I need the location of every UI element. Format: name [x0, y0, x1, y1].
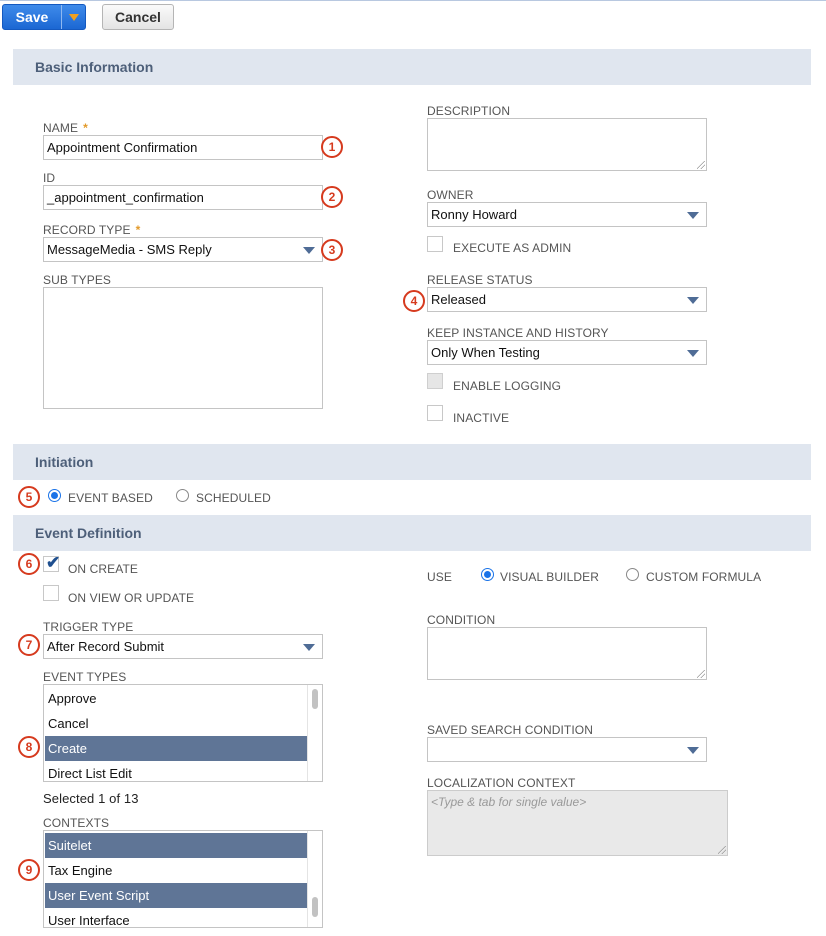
localization-input[interactable]: [427, 790, 728, 856]
event-type-cancel[interactable]: Cancel: [48, 716, 89, 731]
saved-search-dropdown-icon[interactable]: [687, 747, 699, 754]
section-title-basic: Basic Information: [35, 59, 154, 75]
inactive-checkbox[interactable]: [427, 405, 443, 421]
visual-builder-radio[interactable]: [481, 568, 494, 581]
on-create-checkbox[interactable]: [43, 553, 61, 572]
cancel-button[interactable]: Cancel: [102, 4, 174, 30]
localization-label: LOCALIZATION CONTEXT: [427, 776, 576, 790]
trigger-type-label: TRIGGER TYPE: [43, 620, 134, 634]
description-label: DESCRIPTION: [427, 104, 511, 118]
name-input[interactable]: Appointment Confirmation: [43, 135, 323, 160]
badge-2: 2: [321, 186, 343, 208]
event-based-label: EVENT BASED: [68, 491, 153, 505]
sub-types-label: SUB TYPES: [43, 273, 112, 287]
resize-grip-icon[interactable]: [718, 846, 726, 854]
resize-grip-icon[interactable]: [697, 670, 705, 678]
owner-value: Ronny Howard: [431, 207, 517, 222]
saved-search-select[interactable]: [427, 737, 707, 762]
on-view-update-checkbox[interactable]: [43, 585, 59, 601]
visual-builder-label: VISUAL BUILDER: [500, 570, 599, 584]
keep-instance-dropdown-icon[interactable]: [687, 350, 699, 357]
badge-8: 8: [18, 736, 40, 758]
trigger-type-select[interactable]: [43, 634, 323, 659]
enable-logging-label: ENABLE LOGGING: [453, 379, 562, 393]
checkmark-icon: ✔: [46, 553, 61, 572]
badge-1: 1: [321, 136, 343, 158]
badge-4: 4: [403, 290, 425, 312]
save-button[interactable]: [2, 4, 86, 30]
event-type-approve[interactable]: Approve: [48, 691, 97, 706]
owner-dropdown-icon[interactable]: [687, 212, 699, 219]
name-label: NAME *: [43, 121, 88, 135]
event-based-radio[interactable]: [48, 489, 61, 502]
context-user-event-script[interactable]: User Event Script: [45, 883, 308, 908]
event-types-selected-count: Selected 1 of 13: [43, 791, 139, 806]
save-button-label[interactable]: Save: [15, 9, 49, 25]
sub-types-listbox[interactable]: [43, 287, 323, 409]
inactive-label: INACTIVE: [453, 411, 510, 425]
execute-as-admin-label: EXECUTE AS ADMIN: [453, 241, 572, 255]
event-types-scrollbar[interactable]: [307, 685, 322, 781]
event-types-listbox[interactable]: [43, 684, 323, 782]
badge-9: 9: [18, 859, 40, 881]
release-status-label: RELEASE STATUS: [427, 273, 533, 287]
top-divider: [0, 0, 826, 1]
custom-formula-label: CUSTOM FORMULA: [646, 570, 762, 584]
record-type-select[interactable]: [43, 237, 323, 262]
name-required-mark: *: [83, 121, 88, 135]
section-basic-information[interactable]: [13, 49, 811, 85]
record-type-value: MessageMedia - SMS Reply: [47, 242, 212, 257]
condition-label: CONDITION: [427, 613, 496, 627]
section-title-initiation: Initiation: [35, 454, 94, 470]
record-type-required-mark: *: [135, 223, 141, 237]
keep-instance-select[interactable]: [427, 340, 707, 365]
scheduled-label: SCHEDULED: [196, 491, 271, 505]
release-status-select[interactable]: [427, 287, 707, 312]
keep-instance-value: Only When Testing: [431, 345, 540, 360]
event-type-direct-list-edit[interactable]: Direct List Edit: [48, 766, 132, 781]
on-create-label: ON CREATE: [68, 562, 139, 576]
custom-formula-radio[interactable]: [626, 568, 639, 581]
context-suitelet[interactable]: Suitelet: [45, 833, 308, 858]
badge-3: 3: [321, 239, 343, 261]
context-user-interface[interactable]: User Interface: [48, 913, 130, 928]
release-status-value: Released: [431, 292, 486, 307]
id-input[interactable]: _appointment_confirmation: [43, 185, 323, 210]
save-menu-caret-icon[interactable]: [69, 14, 79, 21]
section-initiation[interactable]: [13, 444, 811, 480]
trigger-type-dropdown-icon[interactable]: [303, 644, 315, 651]
use-label: USE: [427, 570, 452, 584]
owner-label: OWNER: [427, 188, 474, 202]
id-label: ID: [43, 171, 56, 185]
release-status-dropdown-icon[interactable]: [687, 297, 699, 304]
contexts-scrollbar[interactable]: [307, 831, 322, 927]
save-split-divider: [61, 5, 62, 29]
context-tax-engine[interactable]: Tax Engine: [48, 863, 113, 878]
section-event-definition[interactable]: [13, 515, 811, 551]
section-title-event-definition: Event Definition: [35, 525, 142, 541]
contexts-listbox[interactable]: [43, 830, 323, 928]
badge-5: 5: [18, 486, 40, 508]
event-type-create[interactable]: Create: [45, 736, 308, 761]
event-types-scroll-thumb[interactable]: [312, 689, 318, 709]
contexts-scroll-thumb[interactable]: [312, 897, 318, 917]
event-types-label: EVENT TYPES: [43, 670, 127, 684]
trigger-type-value: After Record Submit: [47, 639, 165, 654]
contexts-label: CONTEXTS: [43, 816, 110, 830]
record-type-label: RECORD TYPE *: [43, 223, 141, 237]
saved-search-label: SAVED SEARCH CONDITION: [427, 723, 593, 737]
execute-as-admin-checkbox[interactable]: [427, 236, 443, 252]
badge-6: 6: [18, 553, 40, 575]
enable-logging-checkbox: [427, 373, 443, 389]
on-view-update-label: ON VIEW OR UPDATE: [68, 591, 195, 605]
keep-instance-label: KEEP INSTANCE AND HISTORY: [427, 326, 609, 340]
badge-7: 7: [18, 634, 40, 656]
localization-placeholder: <Type & tab for single value>: [431, 795, 587, 809]
description-textarea[interactable]: [427, 118, 707, 171]
owner-select[interactable]: [427, 202, 707, 227]
resize-grip-icon[interactable]: [697, 161, 705, 169]
record-type-dropdown-icon[interactable]: [303, 247, 315, 254]
condition-textarea[interactable]: [427, 627, 707, 680]
scheduled-radio[interactable]: [176, 489, 189, 502]
